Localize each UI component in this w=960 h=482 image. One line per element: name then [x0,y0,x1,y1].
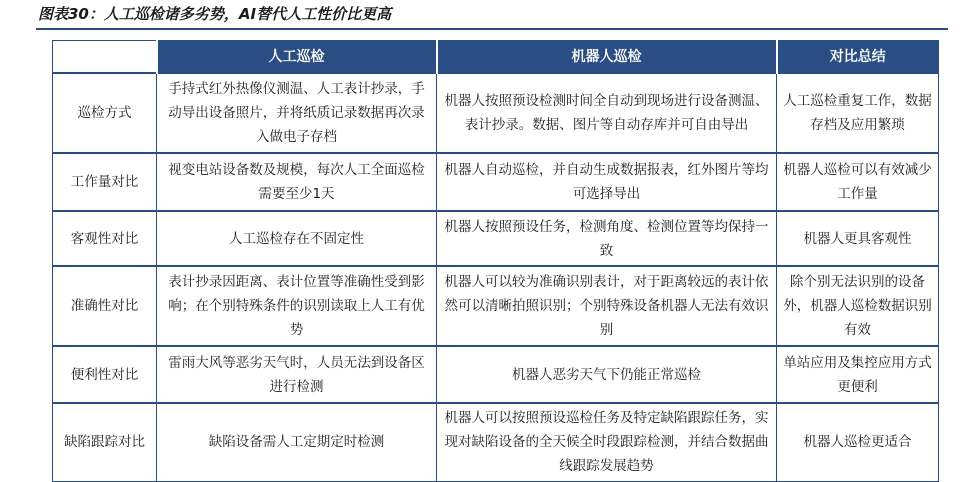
manual-cell: 视变电站设备数及规模，每次人工全面巡检需要至少1天 [157,153,437,211]
summary-cell: 机器人巡检更适合 [777,403,939,481]
row-label: 准确性对比 [53,266,157,346]
robot-cell: 机器人恶劣天气下仍能正常巡检 [437,346,777,403]
manual-cell: 表计抄录因距离、表计位置等准确性受到影响；在个别特殊条件的识别读取上人工有优势 [157,266,437,346]
summary-cell: 机器人巡检可以有效减少工作量 [777,153,939,211]
figure-title: 图表30：人工巡检诸多劣势，AI替代人工性价比更高 [38,5,392,23]
robot-cell: 机器人可以较为准确识别表计，对于距离较远的表计依然可以清晰拍照识别；个别特殊设备机器人无法有效识别 [437,266,777,346]
robot-cell: 机器人自动巡检，并自动生成数据报表，红外图片等均可选择导出 [437,153,777,211]
comparison-table [52,40,939,482]
row-label: 便利性对比 [53,346,157,403]
row-label: 巡检方式 [53,73,157,153]
robot-cell: 机器人按照预设检测时间全自动到现场进行设备测温、表计抄录。数据、图片等自动存库并可自由导出 [437,73,777,153]
summary-cell: 机器人更具客观性 [777,211,939,266]
manual-cell: 人工巡检存在不固定性 [157,211,437,266]
table-row [53,403,939,481]
table-header-row [53,41,939,74]
table-row [53,266,939,346]
table-row [53,346,939,403]
summary-cell: 除个别无法识别的设备外，机器人巡检数据识别有效 [777,266,939,346]
manual-cell: 雷雨大风等恶劣天气时，人员无法到设备区进行检测 [157,346,437,403]
header-manual-inspection: 人工巡检 [157,41,437,74]
manual-cell: 手持式红外热像仪测温、人工表计抄录，手动导出设备照片，并将纸质记录数据再次录入做电子存档 [157,73,437,153]
robot-cell: 机器人可以按照预设巡检任务及特定缺陷跟踪任务，实现对缺陷设备的全天候全时段跟踪检测，并结合数据曲线跟踪发展趋势 [437,403,777,481]
summary-cell: 人工巡检重复工作，数据存档及应用繁琐 [777,73,939,153]
summary-cell: 单站应用及集控应用方式更便利 [777,346,939,403]
header-corner [53,41,157,74]
manual-cell: 缺陷设备需人工定期定时检测 [157,403,437,481]
title-divider [36,28,948,30]
header-summary: 对比总结 [777,41,939,74]
row-label: 缺陷跟踪对比 [53,403,157,481]
table-row [53,73,939,153]
header-robot-inspection: 机器人巡检 [437,41,777,74]
row-label: 客观性对比 [53,211,157,266]
table-row [53,153,939,211]
row-label: 工作量对比 [53,153,157,211]
table-row [53,211,939,266]
robot-cell: 机器人按照预设任务，检测角度、检测位置等均保持一致 [437,211,777,266]
